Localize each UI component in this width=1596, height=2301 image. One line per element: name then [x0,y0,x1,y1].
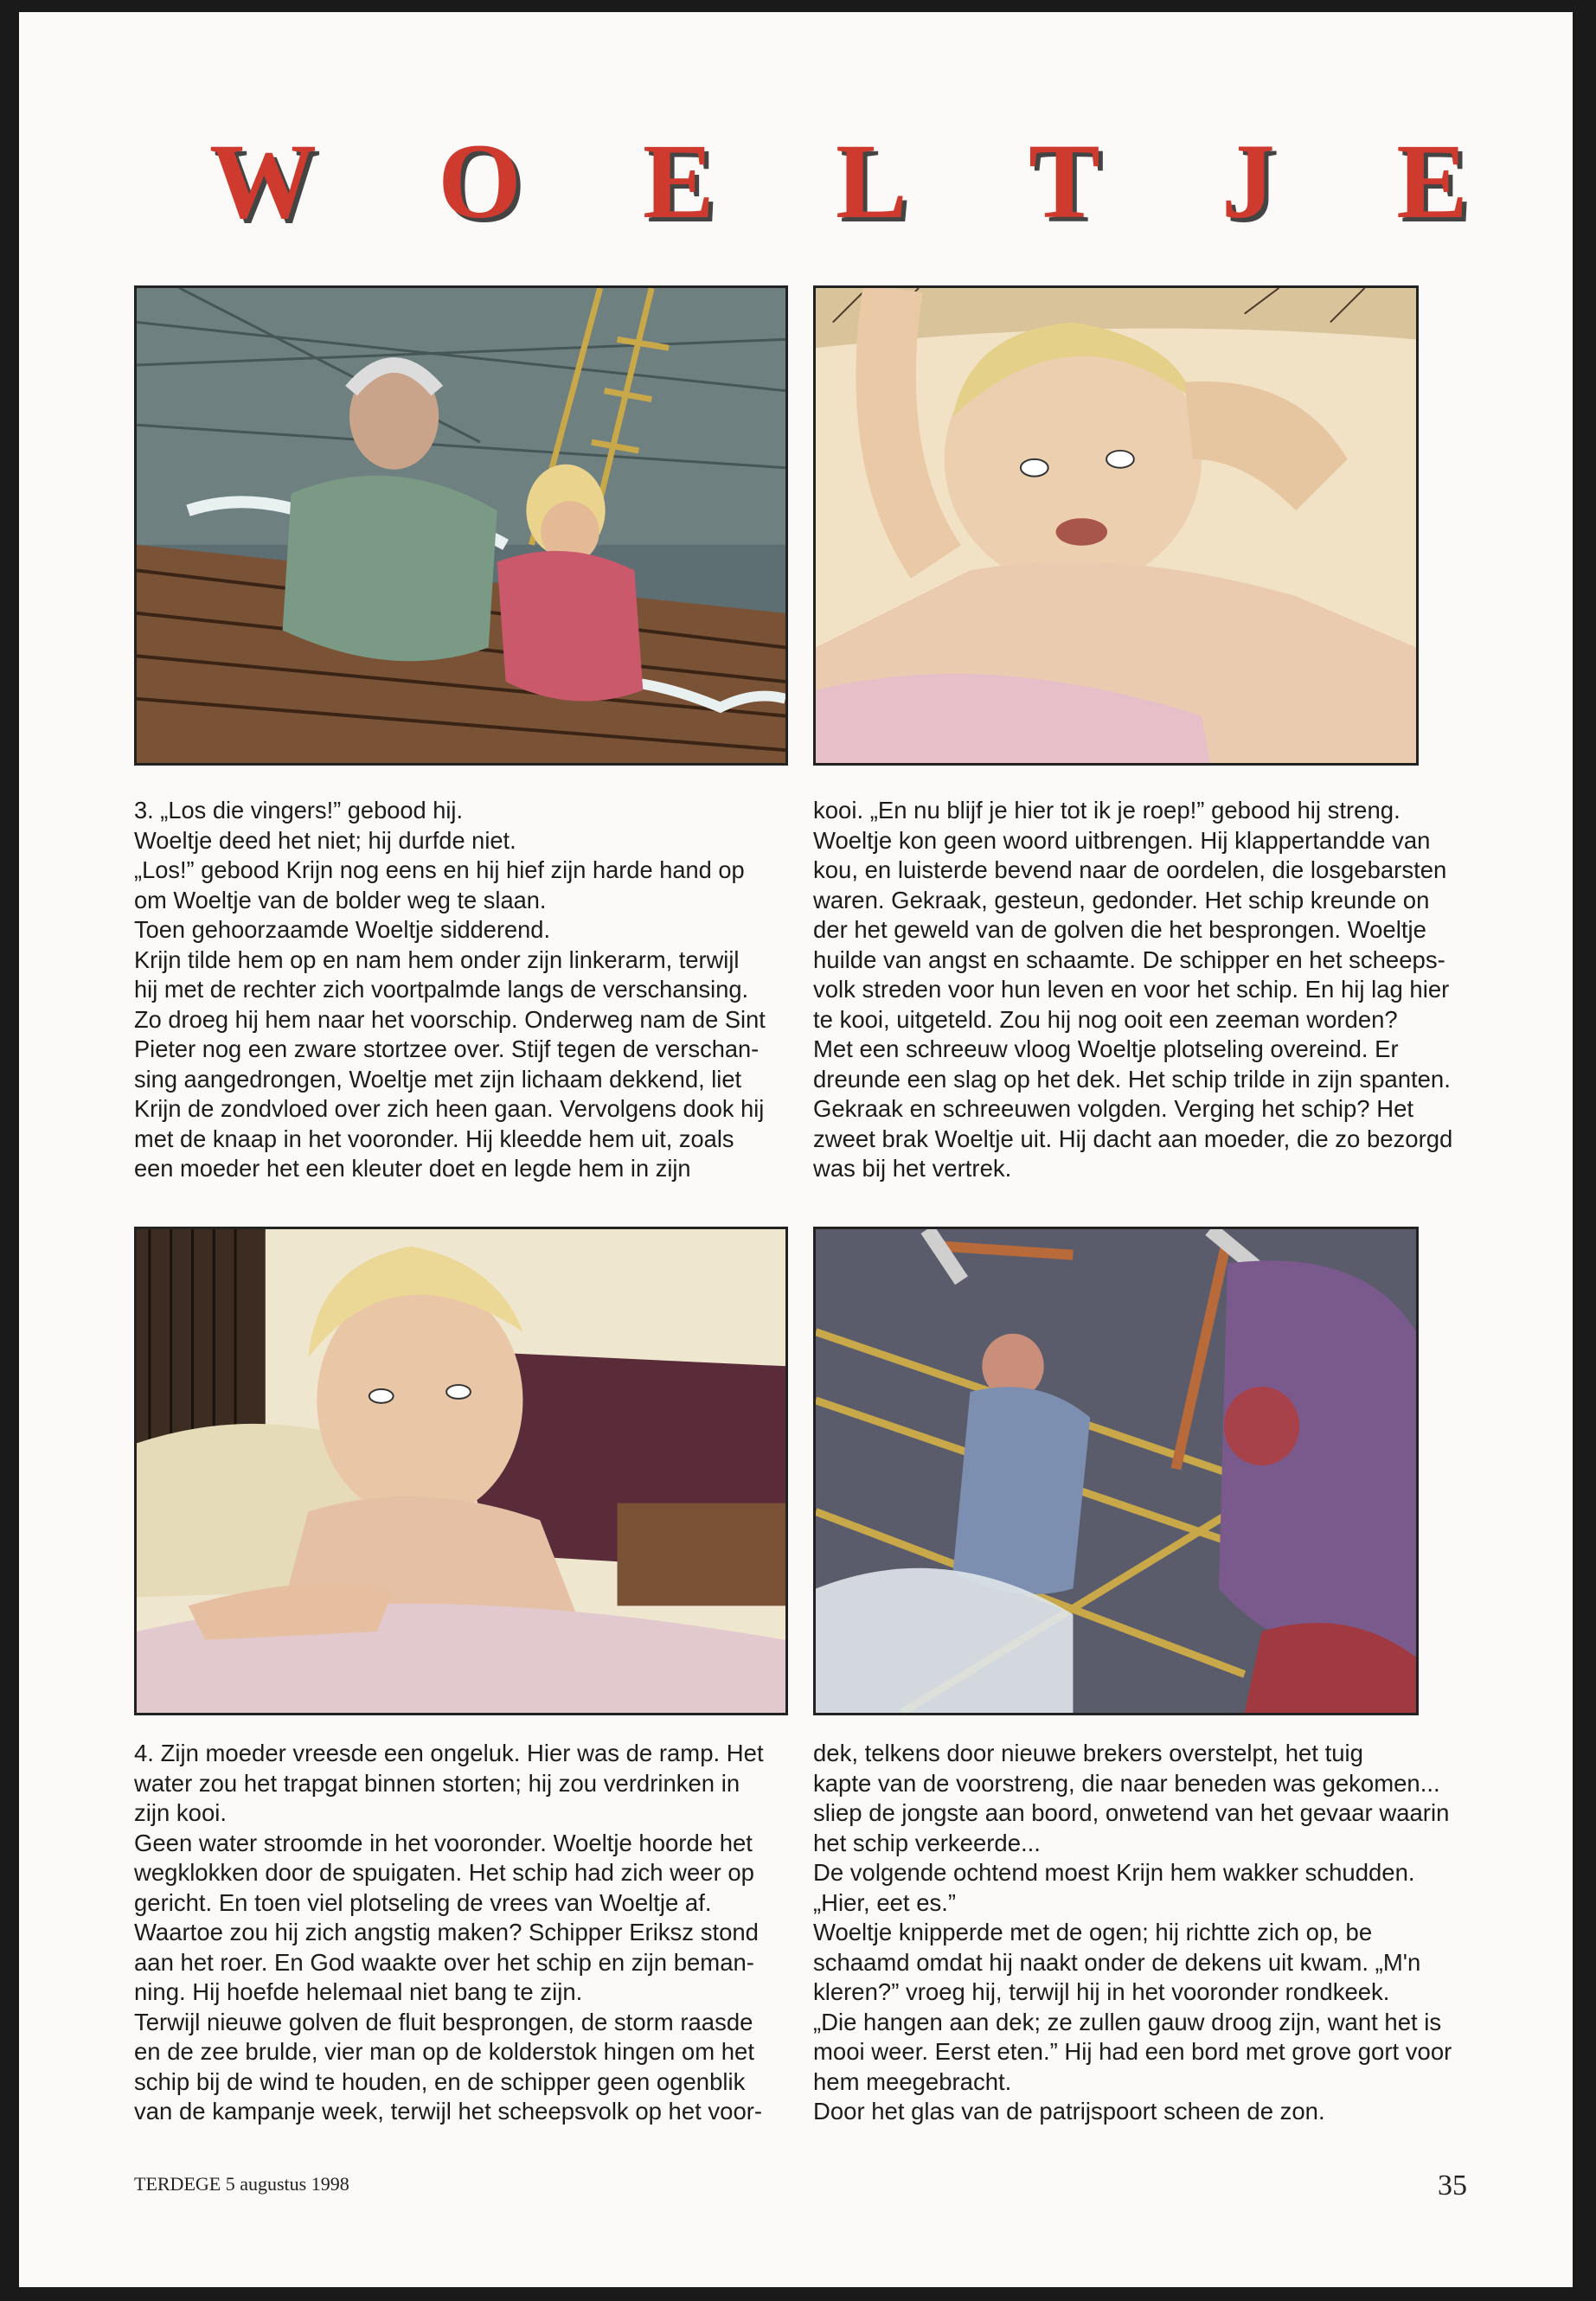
title-letter: O [438,122,522,240]
story-title [0,122,1596,275]
illustration-boy-sitting-up [134,1227,788,1715]
title-letter: L [835,122,907,240]
title-letter: J [1221,122,1275,240]
title-letter: T [1028,122,1100,240]
illustration-storm-deck [134,285,788,766]
illustration-crew-with-axes [813,1227,1419,1715]
publication-info: TERDEGE 5 augustus 1998 [134,2173,349,2195]
story-text-section-3-left: 3. „Los die vingers!” gebood hij. Woeltje deed het niet; hij durfde niet. „Los!” gebood Krijn nog eens en hij hief zijn harde hand op om Woeltje van de bolder weg te slaan. Toen gehoorzaamde Woeltje sidderend. Krijn tilde hem op en nam hem onder zijn linkerarm, terwijl hij met de rechter zich voortpalmde langs de verschansing. Zo droeg hij hem naar het voorschip. Onderweg nam de Sint Pieter nog een zware stortzee over. Stijf tegen de verschan- sing aangedrongen, Woeltje met zijn lichaam dekkend, liet Krijn de zondvloed over zich heen gaan. Vervolgens dook hij met de knaap in het vooronder. Hij kleedde hem uit, zoals een moeder het een kleuter doet en legde hem in zijn [134,797,766,1182]
title-letter: E [1396,122,1468,240]
story-text-section-4-right: dek, telkens door nieuwe brekers overstelpt, het tuig kapte van de voorstreng, die naar beneden was gekomen... sliep de jongste aan boord, onwetend van het gevaar waarin het schip verkeerde... De volgende ochtend moest Krijn hem wakker schudden. „Hier, eet es.” Woeltje knipperde met de ogen; hij richtte zich op, be schaamd omdat hij naakt onder de dekens uit kwam. „M'n kleren?” vroeg hij, terwijl hij in het vooronder rondkeek. „Die hangen aan dek; ze zullen gauw droog zijn, want het is mooi weer. Eerst eten.” Hij had een bord met grove gort voor hem meegebracht. Door het glas van de patrijspoort scheen de zon. [813,1740,1452,2125]
title-letter: W [209,122,317,240]
title-letter: E [642,122,715,240]
story-text-section-4-left: 4. Zijn moeder vreesde een ongeluk. Hier was de ramp. Het water zou het trapgat binnen storten; hij zou verdrinken in zijn kooi. Geen water stroomde in het vooronder. Woeltje hoorde het wegklokken door de spuigaten. Het schip had zich weer op gericht. En toen viel plotseling de vrees van Woeltje af. Waartoe zou hij zich angstig maken? Schipper Eriksz stond aan het roer. En God waakte over het schip en zijn beman- ning. Hij hoefde helemaal niet bang te zijn. Terwijl nieuwe golven de fluit besprongen, de storm raasde en de zee brulde, vier man op de kolderstok hingen om het schip bij de wind te houden, en de schipper geen ogenblik van de kampanje week, terwijl het scheepsvolk op het voor- [134,1740,764,2125]
story-text-section-3-right: kooi. „En nu blijf je hier tot ik je roep!” gebood hij streng. Woeltje kon geen woord uitbrengen. Hij klappertandde van kou, en luisterde bevend naar de oordelen, die losgebarsten waren. Gekraak, gesteun, gedonder. Het schip kreunde on der het geweld van de golven die het besprongen. Woeltje huilde van angst en schaamte. De schipper en het scheeps- volk streden voor hun leven en voor het schip. En hij lag hier te kooi, uitgeteld. Zou hij nog ooit een zeeman worden? Met een schreeuw vloog Woeltje plotseling overeind. Er dreunde een slag op het dek. Het schip trilde in zijn spanten. Gekraak en schreeuwen volgden. Verging het schip? Het zweet brak Woeltje uit. Hij dacht aan moeder, die zo bezorgd was bij het vertrek. [813,797,1453,1182]
page-number: 35 [1438,2170,1467,2202]
illustration-boy-in-bunk [813,285,1419,766]
